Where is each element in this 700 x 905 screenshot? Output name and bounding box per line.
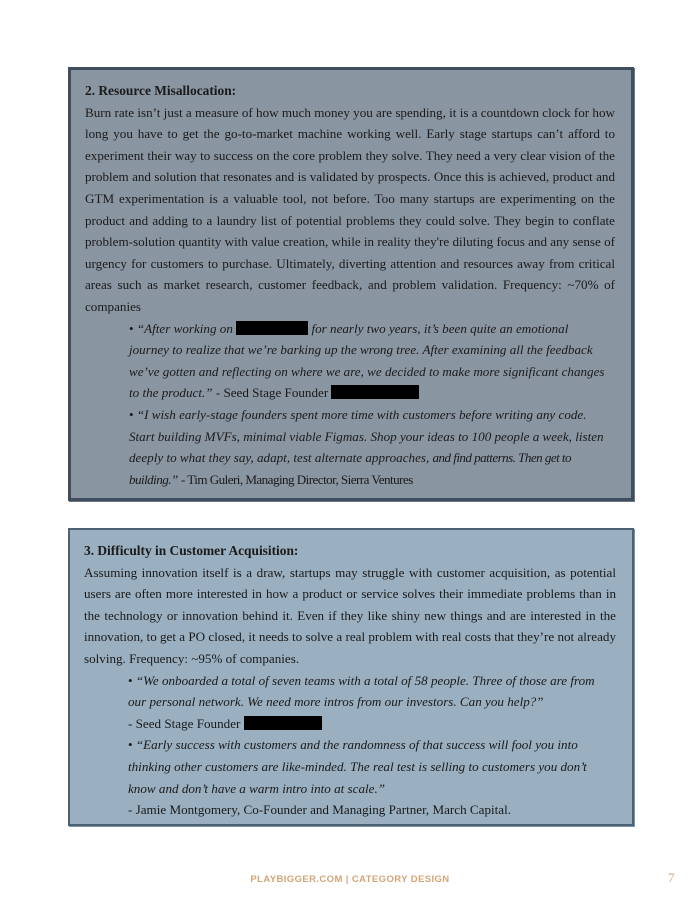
quote-text: “Early success with customers and the randomness of that success will fool you into thinking other customers are like-minded. The real test is selling to customers you don’t know and don’t have a warm intro into at scale.” — [128, 737, 587, 796]
quote-attribution: - Jamie Montgomery, Co-Founder and Managing Partner, March Capital. — [128, 802, 511, 818]
quote-text: “We onboarded a total of seven teams with a total of 58 people. Three of those are from our personal network. We need more intros from our investors. Can you help?” — [128, 672, 595, 710]
resource-misallocation-panel — [68, 67, 634, 501]
quote — [129, 404, 615, 490]
redaction-bar — [331, 385, 419, 399]
quote-text-end: for nearly two years, it’s been quite an emotional journey to realize that we’re barking up the wrong tree. After examining all the feedback we’ve gotten and reflecting on where we are, we decided to make more significant changes to the product.” — [129, 320, 605, 401]
customer-acquisition-panel — [68, 528, 634, 826]
bullet: • — [128, 737, 133, 753]
section-heading: 3. Difficulty in Customer Acquisition: — [84, 543, 299, 558]
bullet: • — [128, 672, 133, 688]
quote — [128, 734, 616, 820]
bullet: • — [129, 406, 134, 422]
bullet: • — [129, 320, 134, 336]
redaction-bar — [236, 321, 308, 335]
section-body: Burn rate isn’t just a measure of how much money you are spending, it is a countdown clock for how long you have to get the go-to-market machine working well. Early stage startups can’t afford to experiment their way to success on the core problem they solve. They need a very clear vision of the problem and solution that resonates and is validated by prospects. Once this is achieved, product and GTM experimentation is a valuable tool, not before. Too many startups are experimenting on the product and adding to a laundry list of potential problems they could solve. They begin to conflate problem-solution quantity with value creation, while in reality they're diluting focus and any sense of urgency for customers to purchase. Ultimately, diverting attention and resources away from critical areas such as market research, customer feedback, and problem validation. Frequency: ~70% of companies — [85, 104, 615, 314]
quote — [129, 318, 615, 404]
quote-text-start: “After working on — [136, 320, 233, 336]
page-number: 7 — [668, 870, 675, 885]
quote-attribution: - Seed Stage Founder — [215, 385, 329, 401]
quote-attribution: - Tim Guleri, Managing Director, Sierra Ventures — [181, 471, 413, 487]
quote-attribution: - Seed Stage Founder — [128, 715, 241, 731]
quote-text-end: and find patterns. Then get to building.” — [129, 450, 571, 487]
redaction-bar — [244, 716, 322, 730]
section-body: Assuming innovation itself is a draw, startups may struggle with customer acquisition, as potential users are often more interested in how a product or service solves their immediate problems than in the technology or innovation behind it. Even if they like shiny new things and are interested in the innovation, to get a PO closed, it needs to solve a real problem with real costs that they’re not already solving. Frequency: ~95% of companies. — [84, 564, 616, 666]
footer-text: PLAYBIGGER.COM | CATEGORY DESIGN — [250, 874, 450, 885]
quote — [128, 670, 616, 735]
quote-text: “I wish early-stage founders spent more time with customers before writing any code. Start building MVFs, minimal viable Figmas. Shop your ideas to 100 people a week, listen deeply to what they say, adapt, test alternate approaches, — [129, 406, 604, 466]
section-heading: 2. Resource Misallocation: — [85, 83, 237, 98]
